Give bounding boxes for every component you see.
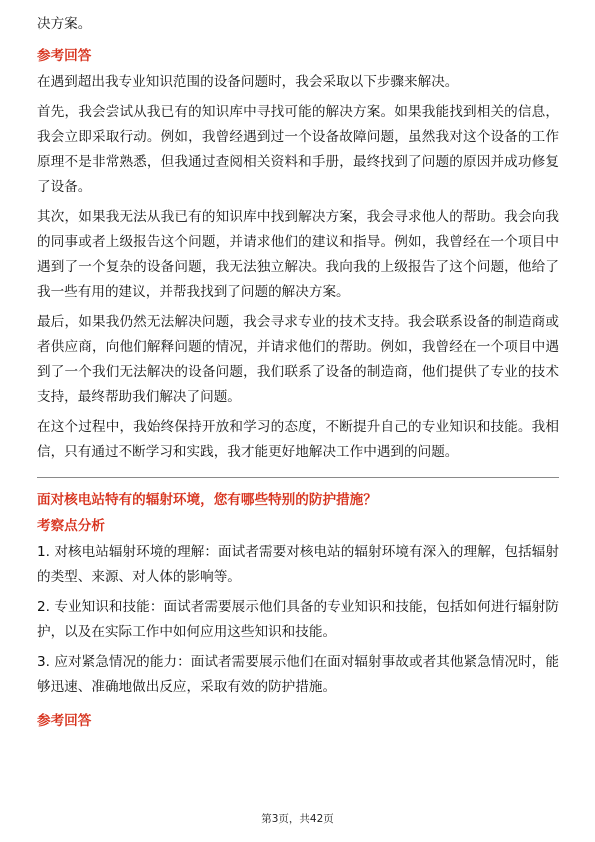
analysis-point: 2. 专业知识和技能：面试者需要展示他们具备的专业知识和技能，包括如何进行辐射防护，以及在实际工作中如何应用这些知识和技能。 xyxy=(37,599,559,640)
analysis-heading: 考察点分析 xyxy=(37,518,105,534)
answer-paragraph-conclusion: 在这个过程中，我始终保持开放和学习的态度，不断提升自己的专业知识和技能。我相信，只有通过不断学习和实践，我才能更好地解决工作中遇到的问题。 xyxy=(37,419,559,460)
analysis-point: 3. 应对紧急情况的能力：面试者需要展示他们在面对辐射事故或者其他紧急情况时，能够迅速、准确地做出反应，采取有效的防护措施。 xyxy=(37,654,559,695)
page-number-footer: 第3页，共42页 xyxy=(261,813,334,825)
section-divider xyxy=(37,477,559,478)
page-content xyxy=(37,12,559,732)
reference-answer-heading-2: 参考回答 xyxy=(37,713,92,729)
reference-answer-heading: 参考回答 xyxy=(37,48,92,64)
continuation-text: 决方案。 xyxy=(37,16,92,32)
analysis-point: 1. 对核电站辐射环境的理解：面试者需要对核电站的辐射环境有深入的理解，包括辐射的类型、来源、对人体的影响等。 xyxy=(37,544,559,585)
answer-paragraph-last: 最后，如果我仍然无法解决问题，我会寻求专业的技术支持。我会联系设备的制造商或者供应商，向他们解释问题的情况，并请求他们的帮助。例如，我曾经在一个项目中遇到了一个我们无法解决的设备问题，我们联系了设备的制造商，他们提供了专业的技术支持，最终帮助我们解决了问题。 xyxy=(37,314,559,405)
answer-paragraph-second: 其次，如果我无法从我已有的知识库中找到解决方案，我会寻求他人的帮助。我会向我的同事或者上级报告这个问题，并请求他们的建议和指导。例如，我曾经在一个项目中遇到了一个复杂的设备问题，我无法独立解决。我向我的上级报告了这个问题，他给了我一些有用的建议，并帮我找到了问题的解决方案。 xyxy=(37,209,559,300)
answer-paragraph-intro: 在遇到超出我专业知识范围的设备问题时，我会采取以下步骤来解决。 xyxy=(37,74,459,90)
question-title: 面对核电站特有的辐射环境，您有哪些特别的防护措施？ xyxy=(37,492,377,508)
answer-paragraph-first: 首先，我会尝试从我已有的知识库中寻找可能的解决方案。如果我能找到相关的信息，我会立即采取行动。例如，我曾经遇到过一个设备故障问题，虽然我对这个设备的工作原理不是非常熟悉，但我通过查阅相关资料和手册，最终找到了问题的原因并成功修复了设备。 xyxy=(37,104,559,195)
